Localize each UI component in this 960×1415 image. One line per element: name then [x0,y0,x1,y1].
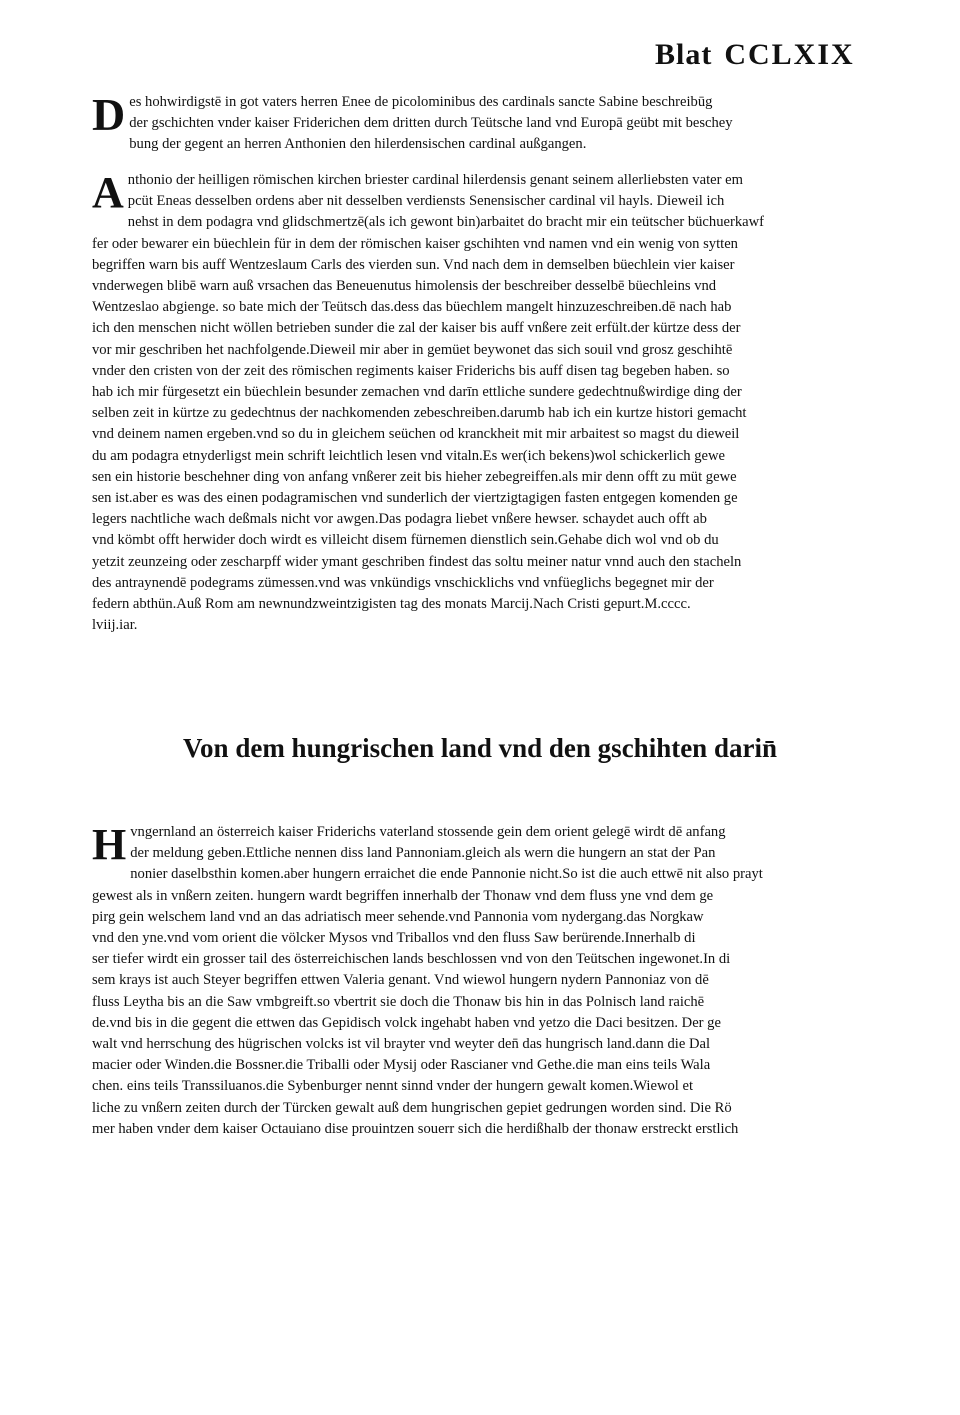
text-line: gewest als in vnßern zeiten. hungern wardt begriffen innerhalb der Thonaw vnd dem fluss yne vnd dem ge [92,887,714,904]
text-line: lviij.iar. [92,617,138,634]
text-line: pcüt Eneas desselben ordens aber nit desselben verdiensts Senensischer cardinal vil hayls. Dieweil ich [127,193,725,210]
folio-number: CCLXIX [724,38,855,71]
text-line: mer haben vnder dem kaiser Octauiano dise prouintzen souerr sich die herdißhalb der thonaw erstreckt erstlich [92,1120,739,1137]
text-line: nehst in dem podagra vnd glidschmertzē(als ich gewont bin)arbaitet do bracht mir ein teütscher büchuerkawf [127,214,765,231]
text-line: nthonio der heilligen römischen kirchen briester cardinal hilerdensis genant seinem allerliebsten vater em [127,172,743,188]
text-line: hab ich mir fürgesetzt ein büechlein besunder zemachen vnd darīn ettliche sundere gedechtnußwirdige ding der [92,384,742,401]
text-line: vnderwegen blibē warn auß vrsachen das Beneuenutus himolensis der beschreiber desselbē büechleins vnd [92,278,717,295]
text-line: nonier daselbsthin komen.aber hungern erraichet die ende Pannonie nicht.So ist die auch ettwē nit also prayt [130,866,763,883]
text-line: walt vnd herrschung des hügrischen volcks ist vil brayter vnd weyter den̄ das hungrisch land.dann die Dal [92,1036,711,1053]
text-line: vor mir geschriben het nachfolgende.Dieweil mir aber in gemüet beywonet das sich souil vnd grosz geschihtē [92,341,733,358]
text-line: selben zeit in kürtze zu gedechtnus der nachkomenden zebeschreiben.darumb hab ich ein kurtze histori gemacht [92,405,747,422]
drop-initial: A [92,168,124,217]
text-line: des antraynendē podegrams zümessen.vnd was vnkündigs vnschicklichs vnd vnfüeglichs begegnet mir der [92,574,714,591]
text-line: vnder den cristen von der zeit des römischen regiments kaiser Friderichs bis auff disen tag begeben haben. so [92,362,730,379]
text-line: vngernland an österreich kaiser Friderichs vaterland stossende gein dem orient gelegē wirdt dē anfang [130,824,726,840]
dedication-letter [92,170,878,636]
text-line: fer oder bewarer ein büechlein für in dem der römischen kaiser gschihten vnd namen vnd ein wenig von sytten [92,235,738,252]
text-line: liche zu vnßern zeiten durch der Türcken gewalt auß dem hungrischen gepiet gedrungen worden sind. Die Rö [92,1099,732,1116]
drop-initial: H [92,820,127,869]
text-line: macier oder Winden.die Bossner.die Triballi oder Mysij oder Rascianer vnd Gethe.die man eins teils Wala [92,1057,711,1074]
text-line: sem krays ist auch Steyer begriffen ettwen Valeria genant. Vnd wiewol hungern nydern Pannoniaz von dē [92,972,709,989]
text-line: chen. eins teils Transsiluanos.die Sybenburger nennt sinnd vnder der hungern gewalt komen.Wiewol et [92,1078,694,1095]
text-line: du am podagra etnyderligst mein schrift leichtlich lesen vnd vitaln.Es wer(ich bekens)wol schickerlich gewe [92,447,726,464]
text-line: federn abthün.Auß Rom am newnundzweintzigisten tag des monats Marcij.Nach Cristi gepurt.M.cccc. [92,596,691,613]
text-line: yetzit zeunzeing oder zescharpff wider ymant geschriben findest das soltu meiner natur vnnd auch den stacheln [92,553,742,570]
running-head-word: Blat [655,38,713,71]
text-line: begriffen warn bis auff Wentzeslaum Carls des vierden sun. Vnd nach dem in demselben büechlein vier kaiser [92,256,735,273]
text-line: ich den menschen nicht wöllen betrieben sunder die zal der kaiser bis auff vnßere zeit erfült.der kürtze dess der [92,320,741,337]
text-line: sen ein historie beschehner ding von anfang vnßerer zeit bis hieher zebegreiffen.als mir denn offt zu müt gewe [92,468,737,485]
text-line: der gschichten vnder kaiser Friderichen dem dritten durch Teütsche land vnd Europā geübt mit beschey [129,115,733,132]
drop-initial: D [92,89,126,140]
text-line: fluss Leytha bis an die Saw vmbgreift.so vbertrit sie doch die Thonaw bis hin in das Polnisch land raichē [92,993,705,1010]
text-line: vnd den yne.vnd vom orient die völcker Mysos vnd Triballos vnd den fluss Saw berürende.Innerhalb di [92,930,696,947]
text-line: bung der gegent an herren Anthonien den hilerdensischen cardinal außgangen. [129,136,587,153]
text-line: vnd kömbt offt herwider doch wirdt es villeicht disem fürnemen dienstlich sein.Gehabe dich wol vnd ob du [92,532,719,549]
text-line: der meldung geben.Ettliche nennen diss land Pannoniam.gleich als wern die hungern an stat der Pan [130,845,716,862]
text-line: pirg gein welschem land vnd an das adriatisch meer sehende.vnd Pannonia vom nydergang.das Norgkaw [92,908,704,925]
hungary-chapter-paragraph [92,822,878,1140]
text-line: sen ist.aber es was des einen podagramischen vnd sunderlich der viertzigtagigen fasten entgegen komenden ge [92,490,738,507]
text-line: legers nachtliche wach deßmals nicht vor awgen.Das podagra liebet vnßere hewser. schaydet auch offt ab [92,511,707,528]
text-line: Wentzeslao abgienge. so bate mich der Teütsch das.dess das büechlem mangelt hinzuzeschreiben.dē nach hab [92,299,732,316]
intro-paragraph [92,89,878,156]
running-head [655,38,855,72]
text-line: es hohwirdigstē in got vaters herren Enee de picolominibus des cardinals sancte Sabine beschreibūg [129,94,713,110]
text-line: vnd deinem namen ergeben.vnd so du in gleichem seüchen od kranckheit mit mir arbaitest so magst du dieweil [92,426,740,443]
text-line: ser tiefer wirdt ein grosser tail des österreichischen lands beschlossen vnd von den Teütschen ingewonet.In di [92,951,731,968]
chapter-heading: Von dem hungrischen land vnd den gschihten darin̄ [183,733,777,763]
text-line: de.vnd bis in die gegent die ettwen das Gepidisch volck ingehabt haben vnd yetzo die Daci besitzen. Der ge [92,1014,721,1031]
